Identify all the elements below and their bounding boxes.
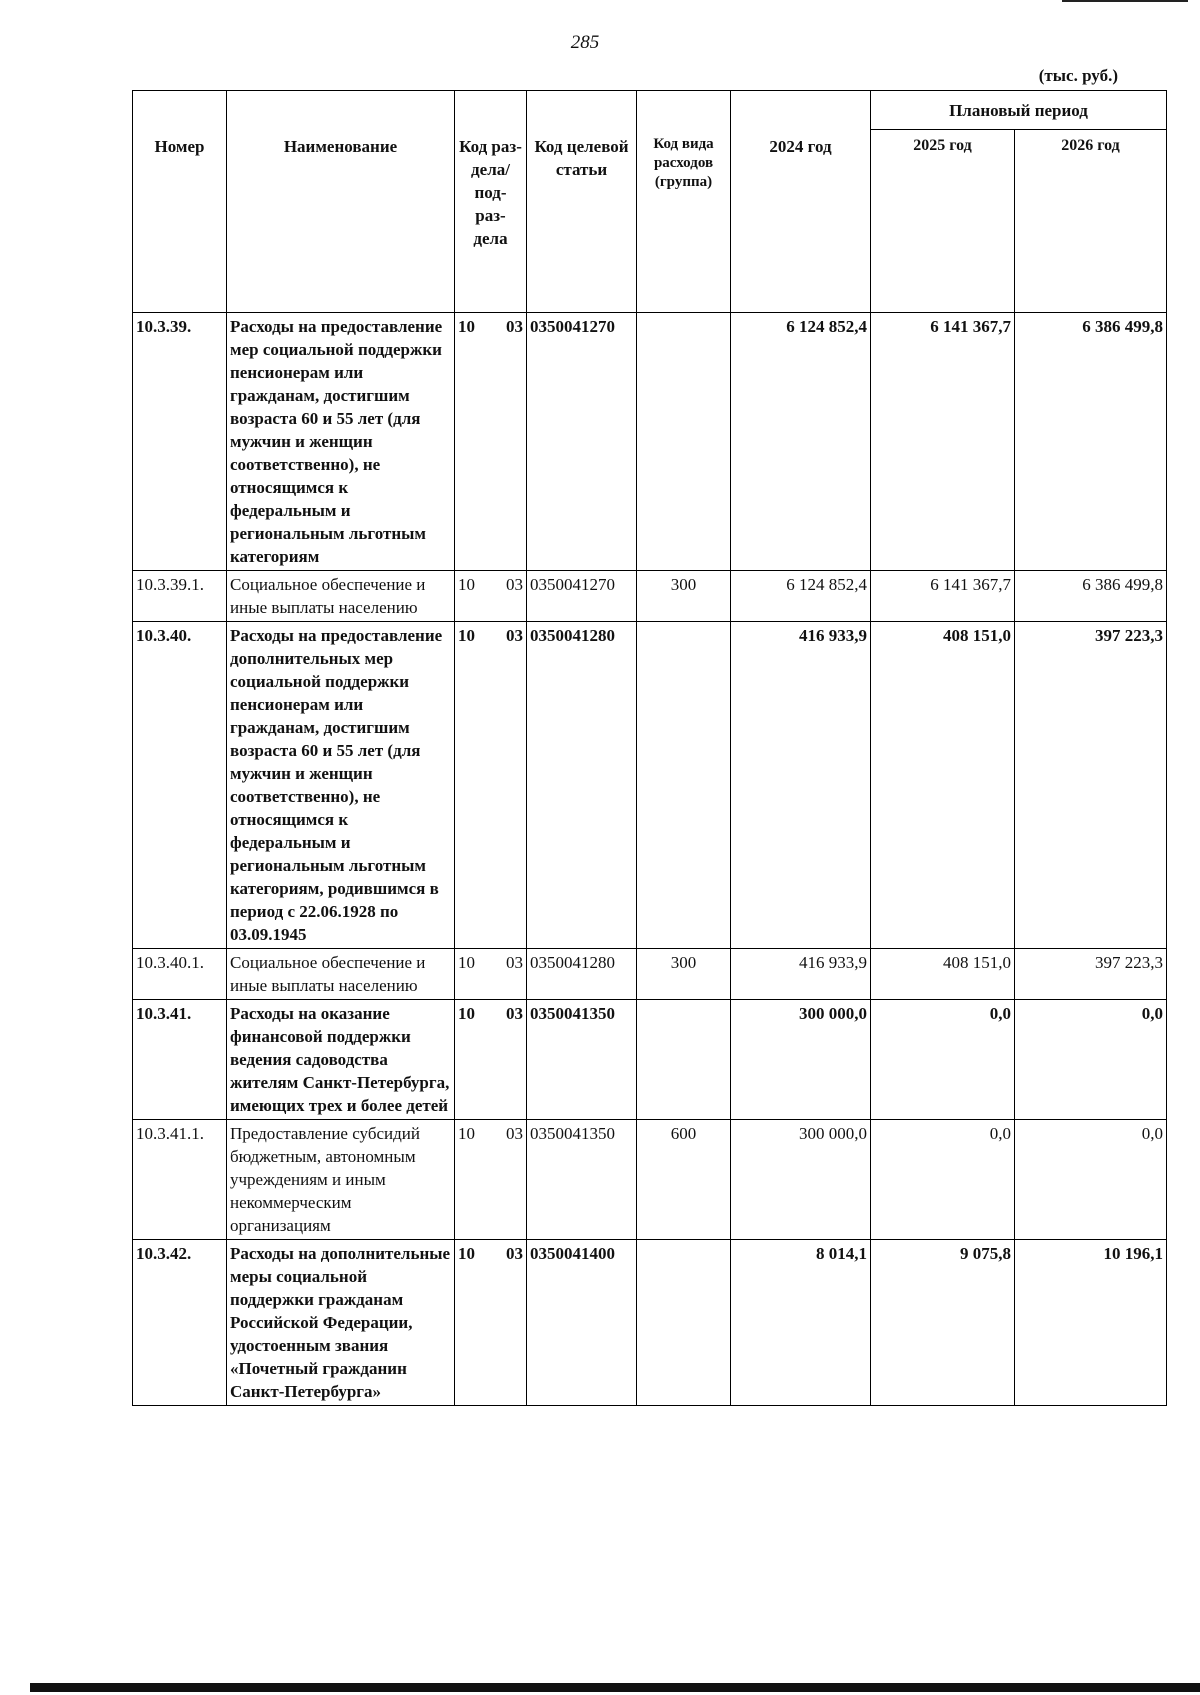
table-row [133, 571, 1167, 622]
top-edge-line [1062, 0, 1188, 2]
table-row [133, 1240, 1167, 1406]
row-name: Расходы на предоставление мер социальной поддержки пенсионерам или гражданам, достигшим возраста 60 и 55 лет (для мужчин и женщин соответственно), не относящимся к федеральным и региональным льготным категориям [227, 313, 455, 571]
subsection-code: 03 [506, 317, 523, 336]
page-number: 285 [570, 32, 600, 53]
header-year-2026: 2026 год [1015, 130, 1167, 313]
budget-table [132, 90, 1167, 1406]
row-target-code: 0350041280 [527, 622, 637, 949]
row-section-code [455, 1120, 527, 1240]
subsection-code: 03 [506, 626, 523, 645]
section-code: 10 [458, 626, 475, 645]
row-target-code: 0350041350 [527, 1120, 637, 1240]
section-code: 10 [458, 575, 475, 594]
header-year-2024: 2024 год [731, 91, 871, 313]
subsection-code: 03 [506, 1004, 523, 1023]
header-section-code: Код раз- дела/ под- раз- дела [455, 91, 527, 313]
row-amount-2024: 300 000,0 [731, 1000, 871, 1120]
row-amount-2025: 0,0 [871, 1000, 1015, 1120]
header-expense-kind: Код вида расходов (группа) [637, 91, 731, 313]
row-section-code [455, 622, 527, 949]
row-expense-kind: 600 [637, 1120, 731, 1240]
header-number: Номер [133, 91, 227, 313]
row-section-code [455, 313, 527, 571]
header-year-2025: 2025 год [871, 130, 1015, 313]
row-name: Социальное обеспечение и иные выплаты населению [227, 571, 455, 622]
subsection-code: 03 [506, 575, 523, 594]
row-amount-2026: 0,0 [1015, 1120, 1167, 1240]
row-number: 10.3.41. [133, 1000, 227, 1120]
row-amount-2024: 416 933,9 [731, 622, 871, 949]
row-number: 10.3.39.1. [133, 571, 227, 622]
row-section-code [455, 949, 527, 1000]
row-number: 10.3.41.1. [133, 1120, 227, 1240]
row-section-code [455, 1240, 527, 1406]
row-amount-2024: 6 124 852,4 [731, 313, 871, 571]
row-name: Социальное обеспечение и иные выплаты населению [227, 949, 455, 1000]
row-amount-2024: 416 933,9 [731, 949, 871, 1000]
header-target-code: Код целевой статьи [527, 91, 637, 313]
row-amount-2025: 408 151,0 [871, 949, 1015, 1000]
table-row [133, 622, 1167, 949]
row-number: 10.3.40. [133, 622, 227, 949]
row-amount-2026: 10 196,1 [1015, 1240, 1167, 1406]
row-expense-kind [637, 1240, 731, 1406]
row-amount-2025: 6 141 367,7 [871, 313, 1015, 571]
row-target-code: 0350041280 [527, 949, 637, 1000]
row-amount-2026: 0,0 [1015, 1000, 1167, 1120]
subsection-code: 03 [506, 953, 523, 972]
row-target-code: 0350041270 [527, 571, 637, 622]
row-expense-kind: 300 [637, 571, 731, 622]
row-name: Расходы на дополнительные меры социальной поддержки гражданам Российской Федерации, удостоенным звания «Почетный гражданин Санкт-Петербурга» [227, 1240, 455, 1406]
section-code: 10 [458, 1124, 475, 1143]
row-amount-2024: 300 000,0 [731, 1120, 871, 1240]
table-row [133, 313, 1167, 571]
header-name: Наименование [227, 91, 455, 313]
row-amount-2025: 408 151,0 [871, 622, 1015, 949]
table-row [133, 1120, 1167, 1240]
row-number: 10.3.40.1. [133, 949, 227, 1000]
row-amount-2026: 6 386 499,8 [1015, 571, 1167, 622]
section-code: 10 [458, 317, 475, 336]
row-target-code: 0350041400 [527, 1240, 637, 1406]
row-amount-2025: 6 141 367,7 [871, 571, 1015, 622]
subsection-code: 03 [506, 1244, 523, 1263]
row-amount-2026: 397 223,3 [1015, 622, 1167, 949]
row-section-code [455, 1000, 527, 1120]
row-number: 10.3.42. [133, 1240, 227, 1406]
row-expense-kind: 300 [637, 949, 731, 1000]
row-expense-kind [637, 1000, 731, 1120]
row-number: 10.3.39. [133, 313, 227, 571]
table-row [133, 1000, 1167, 1120]
row-amount-2025: 9 075,8 [871, 1240, 1015, 1406]
row-amount-2026: 6 386 499,8 [1015, 313, 1167, 571]
row-expense-kind [637, 622, 731, 949]
section-code: 10 [458, 1244, 475, 1263]
table-row [133, 949, 1167, 1000]
section-code: 10 [458, 953, 475, 972]
row-amount-2024: 6 124 852,4 [731, 571, 871, 622]
units-label: (тыс. руб.) [1038, 66, 1118, 85]
row-amount-2024: 8 014,1 [731, 1240, 871, 1406]
row-amount-2025: 0,0 [871, 1120, 1015, 1240]
row-target-code: 0350041270 [527, 313, 637, 571]
bottom-scan-edge [30, 1683, 1200, 1692]
row-amount-2026: 397 223,3 [1015, 949, 1167, 1000]
row-section-code [455, 571, 527, 622]
row-expense-kind [637, 313, 731, 571]
subsection-code: 03 [506, 1124, 523, 1143]
row-name: Предоставление субсидий бюджетным, автономным учреждениям и иным некоммерческим организациям [227, 1120, 455, 1240]
row-name: Расходы на оказание финансовой поддержки ведения садоводства жителям Санкт-Петербурга, имеющих трех и более детей [227, 1000, 455, 1120]
row-name: Расходы на предоставление дополнительных мер социальной поддержки пенсионерам или гражданам, достигшим возраста 60 и 55 лет (для мужчин и женщин соответственно), не относящимся к федеральным и региональным льготным категориям, родившимся в период с 22.06.1928 по 03.09.1945 [227, 622, 455, 949]
section-code: 10 [458, 1004, 475, 1023]
header-planned-period: Плановый период [871, 91, 1167, 130]
row-target-code: 0350041350 [527, 1000, 637, 1120]
